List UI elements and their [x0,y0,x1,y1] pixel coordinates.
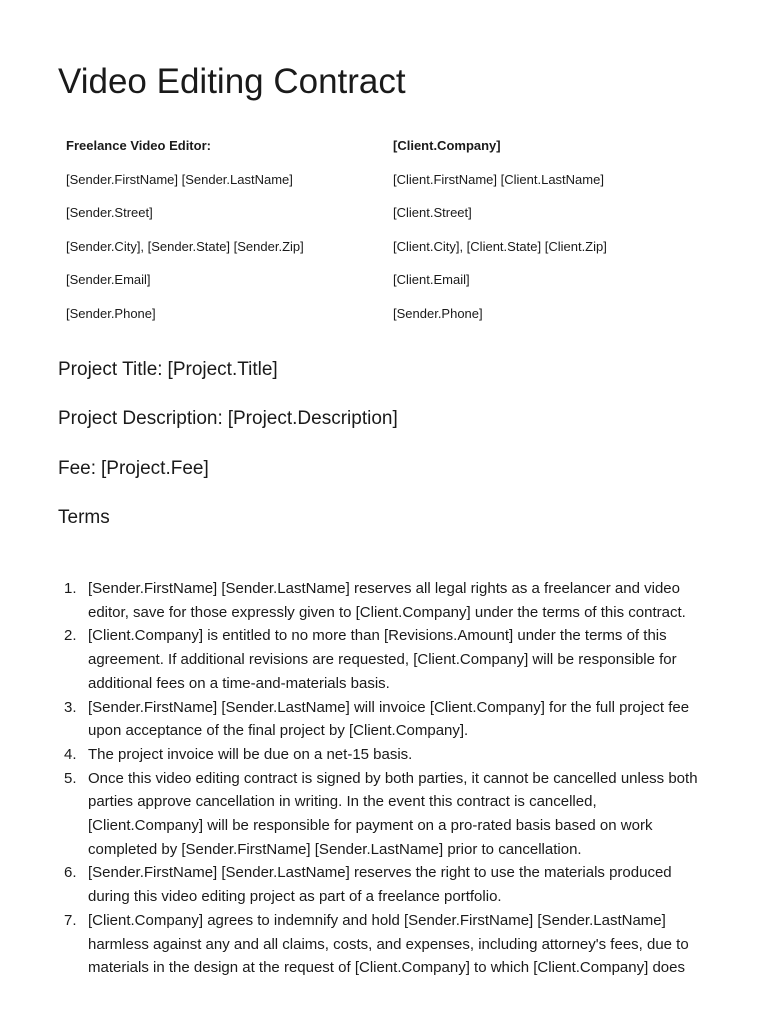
term-item [64,696,714,743]
client-heading: [Client.Company] [393,138,501,153]
term-item [64,577,714,624]
project-description-label: Project Description: [58,408,223,429]
term-text: [Sender.FirstName] [Sender.LastName] will invoice [Client.Company] for the full project fee upon acceptance of the final project by [Client.Company]. [88,698,690,740]
sender-heading: Freelance Video Editor: [66,138,211,153]
sender-street: [Sender.Street] [66,205,153,221]
term-text: [Sender.FirstName] [Sender.LastName] reserves the right to use the materials produced during this video editing project as part of a freelance portfolio. [88,864,672,906]
project-title-label: Project Title: [58,359,163,380]
terms-list [64,577,714,980]
term-number: 5. [64,769,77,787]
term-number: 2. [64,627,77,645]
project-title-value: [Project.Title] [167,359,278,380]
term-text: [Client.Company] is entitled to no more than [Revisions.Amount] under the terms of this agreement. If additional revisions are requested, [Client.Company] will be responsible for additional fees on a time-and-materials basis. [88,627,677,692]
client-phone: [Sender.Phone] [393,305,483,321]
term-text: [Client.Company] agrees to indemnify and hold [Sender.FirstName] [Sender.LastName] harmless against any and all claims, costs, and expenses, including attorney's fees, due to materials in the design at the request of [Client.Company] to which [Client.Company] does [88,911,689,977]
term-item [64,743,714,767]
project-fee-line [58,457,209,481]
client-city-line: [Client.City], [Client.State] [Client.Zip] [393,238,607,254]
client-street: [Client.Street] [393,205,472,221]
sender-phone: [Sender.Phone] [66,305,156,321]
project-fee-label: Fee: [58,458,97,479]
term-number: 4. [64,745,77,763]
term-text: The project invoice will be due on a net-15 basis. [88,745,413,763]
project-description-line [58,407,398,431]
term-text: [Sender.FirstName] [Sender.LastName] reserves all legal rights as a freelancer and video editor, save for those expressly given to [Client.Company] under the terms of this contract. [88,580,686,621]
project-description-value: [Project.Description] [227,408,398,429]
client-block [393,138,713,340]
document-title: Video Editing Contract [58,62,406,101]
term-item [64,861,714,908]
client-email: [Client.Email] [393,272,470,288]
term-number: 1. [64,580,77,597]
sender-email: [Sender.Email] [66,272,151,288]
term-item [64,767,714,862]
project-fee-value: [Project.Fee] [101,458,209,479]
term-item [64,909,714,980]
term-number: 7. [64,911,77,929]
project-title-line [58,358,278,382]
sender-city-line: [Sender.City], [Sender.State] [Sender.Zip] [66,238,304,254]
term-number: 6. [64,864,77,882]
client-name: [Client.FirstName] [Client.LastName] [393,171,604,187]
term-text: Once this video editing contract is signed by both parties, it cannot be cancelled unless both parties approve cancellation in writing. In the event this contract is cancelled, [Client.Company] will be responsible for payment on a pro-rated basis based on work completed by [Sender.FirstName] [Sender.LastName] prior to cancellation. [88,769,698,858]
sender-block [66,138,386,340]
sender-name: [Sender.FirstName] [Sender.LastName] [66,171,293,187]
terms-heading: Terms [58,507,110,528]
term-item [64,624,714,695]
term-number: 3. [64,698,77,716]
